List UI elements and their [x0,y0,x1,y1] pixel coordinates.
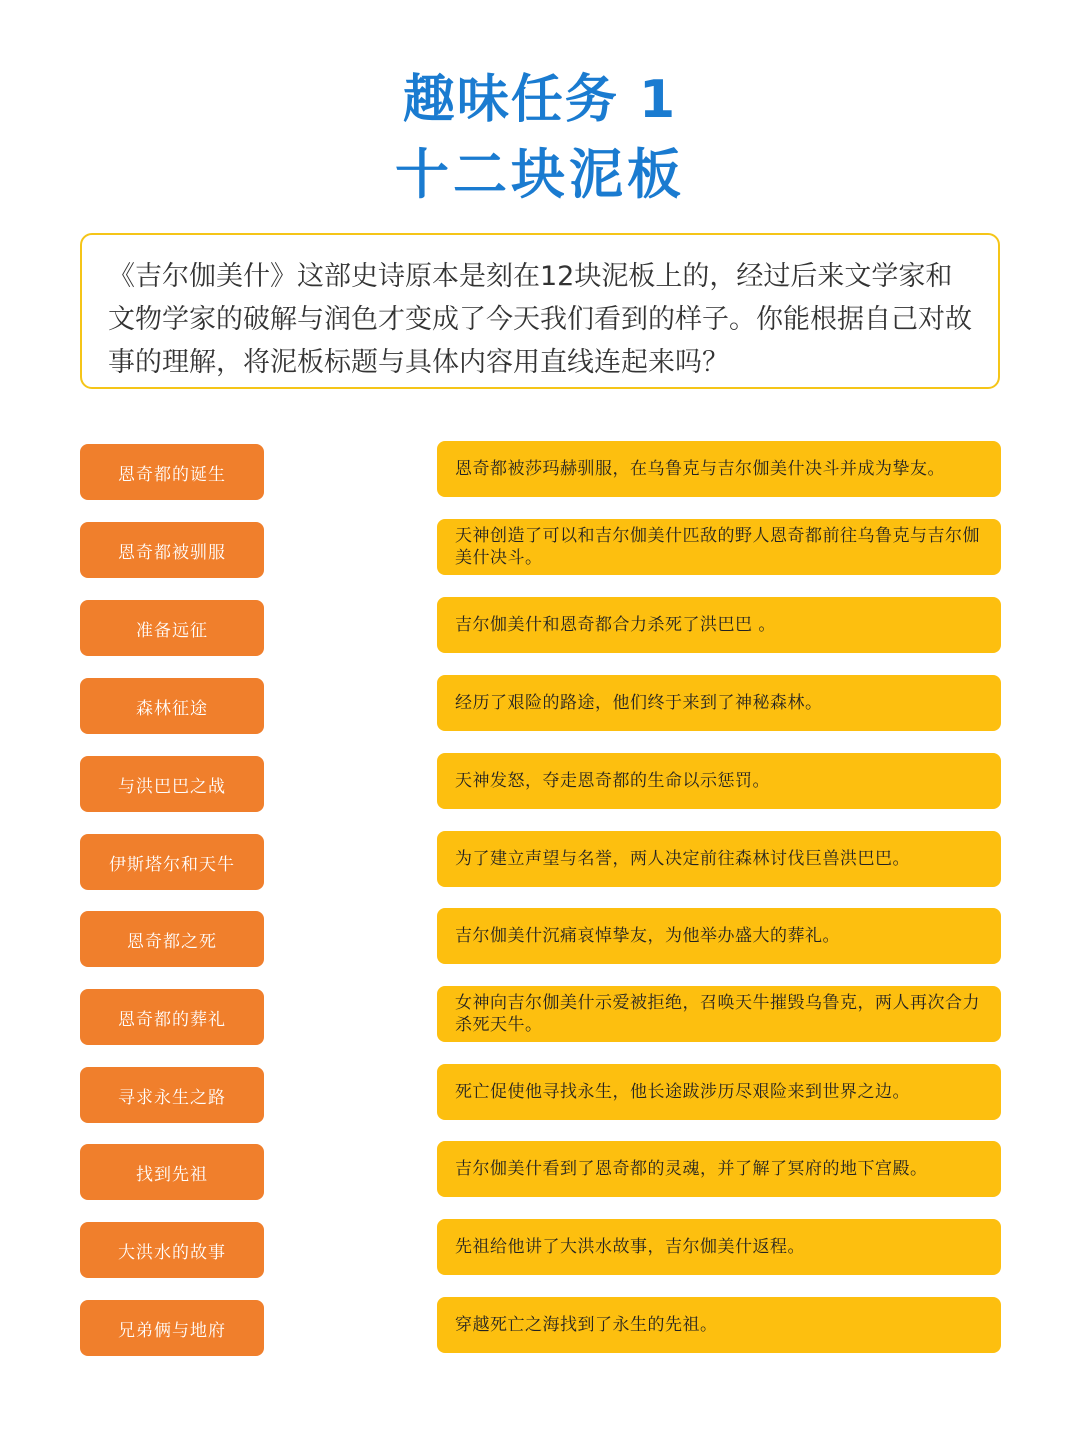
tablet-content-item[interactable]: 恩奇都被莎玛赫驯服，在乌鲁克与吉尔伽美什决斗并成为挚友。 [437,441,1001,497]
intro-text: 《吉尔伽美什》这部史诗原本是刻在12块泥板上的，经过后来文学家和文物学家的破解与润色才变成了今天我们看到的样子。你能根据自己对故事的理解，将泥板标题与具体内容用直线连起来吗？ [108,261,972,378]
tablet-title-item[interactable]: 恩奇都的葬礼 [80,989,264,1045]
tablet-content-item[interactable]: 吉尔伽美什看到了恩奇都的灵魂，并了解了冥府的地下宫殿。 [437,1141,1001,1197]
tablet-content-item[interactable]: 吉尔伽美什沉痛哀悼挚友，为他举办盛大的葬礼。 [437,908,1001,964]
tablet-content-item[interactable]: 吉尔伽美什和恩奇都合力杀死了洪巴巴 。 [437,597,1001,653]
tablet-content-item[interactable]: 死亡促使他寻找永生，他长途跋涉历尽艰险来到世界之边。 [437,1064,1001,1120]
tablet-content-item[interactable]: 穿越死亡之海找到了永生的先祖。 [437,1297,1001,1353]
tablet-title-item[interactable]: 恩奇都之死 [80,911,264,967]
tablet-title-item[interactable]: 与洪巴巴之战 [80,756,264,812]
tablet-content-item[interactable]: 为了建立声望与名誉，两人决定前往森林讨伐巨兽洪巴巴。 [437,831,1001,887]
intro-box [80,233,1000,389]
tablet-title-item[interactable]: 寻求永生之路 [80,1067,264,1123]
tablet-content-item[interactable]: 经历了艰险的路途，他们终于来到了神秘森林。 [437,675,1001,731]
tablet-content-item[interactable]: 天神发怒，夺走恩奇都的生命以示惩罚。 [437,753,1001,809]
tablet-content-item[interactable]: 天神创造了可以和吉尔伽美什匹敌的野人恩奇都前往乌鲁克与吉尔伽美什决斗。 [437,519,1001,575]
tablet-content-item[interactable]: 女神向吉尔伽美什示爱被拒绝，召唤天牛摧毁乌鲁克，两人再次合力杀死天牛。 [437,986,1001,1042]
tablet-title-item[interactable]: 兄弟俩与地府 [80,1300,264,1356]
tablet-title-item[interactable]: 准备远征 [80,600,264,656]
tablet-title-item[interactable]: 找到先祖 [80,1144,264,1200]
tablet-title-item[interactable]: 森林征途 [80,678,264,734]
tablet-title-item[interactable]: 伊斯塔尔和天牛 [80,834,264,890]
tablet-title-item[interactable]: 恩奇都的诞生 [80,444,264,500]
tablet-title-item[interactable]: 恩奇都被驯服 [80,522,264,578]
tablet-title-item[interactable]: 大洪水的故事 [80,1222,264,1278]
page-title-line1: 趣味任务 1 [402,70,678,130]
tablet-content-item[interactable]: 先祖给他讲了大洪水故事，吉尔伽美什返程。 [437,1219,1001,1275]
page-title-line2: 十二块泥板 [395,143,685,206]
